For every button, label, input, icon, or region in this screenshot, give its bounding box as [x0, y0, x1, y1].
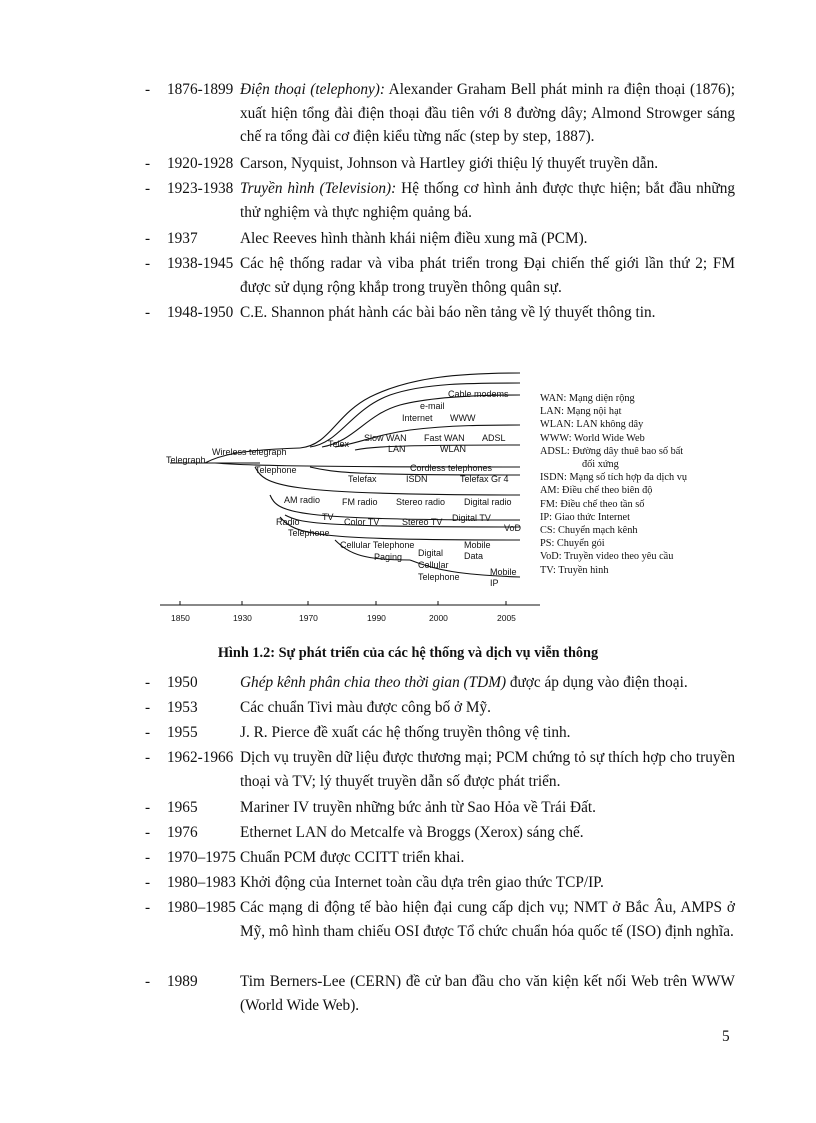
- entry-text: J. R. Pierce đề xuất các hệ thống truyền thông vệ tinh.: [240, 724, 571, 741]
- entry-year: 1980–1983: [167, 874, 236, 891]
- entry-text: Alec Reeves hình thành khái niệm điều xung mã (PCM).: [240, 230, 588, 247]
- entry-text: Carson, Nyquist, Johnson và Hartley giới thiệu lý thuyết truyền dẫn.: [240, 155, 659, 172]
- timeline-entry: - 1980–1985 Các mạng di động tế bào hiện đại cung cấp dịch vụ; NMT ở Bắc Âu, AMPS ở Mỹ, mô hình tham chiếu OSI được Tổ chức chuẩn hóa quốc tế (ISO) định nghĩa.: [145, 896, 735, 943]
- legend-item: WAN: Mạng diện rộng: [540, 393, 635, 404]
- entry-year: 1976: [167, 824, 198, 841]
- label-digital-radio: Digital radio: [464, 497, 512, 507]
- label-telephone-2: Telephone: [288, 528, 330, 538]
- timeline-entry: - 1920-1928 Carson, Nyquist, Johnson và Hartley giới thiệu lý thuyết truyền dẫn.: [145, 152, 735, 176]
- entry-text: Các hệ thống radar và viba phát triển trong Đại chiến thế giới lần thứ 2; FM được sử dụng rộng khắp trong truyền thông quân sự.: [240, 255, 735, 296]
- entry-text: Alexander Graham Bell phát minh ra điện thoại (1876); xuất hiện tổng đài điện thoại đầu tiên với 8 đường dây; Almond Strowger sáng chế ra tổng đài cơ điện kiểu từng nấc (step by step, 1887).: [240, 81, 735, 145]
- legend-item: ADSL: Đường dây thuê bao số bất: [540, 445, 684, 457]
- label-telefax-gr4: Telefax Gr 4: [460, 474, 509, 484]
- label-telefax: Telefax: [348, 474, 377, 484]
- timeline-entry: - 1948-1950 C.E. Shannon phát hành các bài báo nền tảng về lý thuyết thông tin.: [145, 301, 735, 325]
- legend-item: TV: Truyền hình: [540, 564, 609, 576]
- legend-item: WWW: World Wide Web: [540, 432, 645, 444]
- timeline-entry: - 1938-1945 Các hệ thống radar và viba phát triển trong Đại chiến thế giới lần thứ 2; FM được sử dụng rộng khắp trong truyền thông quân sự.: [145, 252, 735, 299]
- entry-text: Khởi động của Internet toàn cầu dựa trên giao thức TCP/IP.: [240, 874, 604, 891]
- label-digital-tv: Digital TV: [452, 513, 491, 523]
- label-internet: Internet: [402, 413, 433, 423]
- entry-text: Dịch vụ truyền dữ liệu được thương mại; PCM chứng tỏ sự thích hợp cho truyền thoại và TV; lý thuyết truyền dẫn số được phát triển.: [240, 749, 735, 790]
- entry-year: 1876-1899: [167, 81, 234, 98]
- label-stereo-radio: Stereo radio: [396, 497, 446, 507]
- timeline-entry: - 1970–1975 Chuẩn PCM được CCITT triển khai.: [145, 846, 735, 870]
- entry-year: 1962-1966: [167, 749, 234, 766]
- timeline-entry: - 1980–1983 Khởi động của Internet toàn cầu dựa trên giao thức TCP/IP.: [145, 871, 735, 895]
- label-data: Data: [464, 551, 484, 561]
- legend-item: CS: Chuyển mạch kênh: [540, 525, 638, 537]
- label-ip: IP: [490, 578, 499, 588]
- label-wireless-telegraph: Wireless telegraph: [212, 447, 287, 457]
- timeline-entry: - 1937 Alec Reeves hình thành khái niệm điều xung mã (PCM).: [145, 227, 735, 251]
- entry-year: 1989: [167, 973, 198, 990]
- timeline-entry: - 1965 Mariner IV truyền những bức ảnh từ Sao Hỏa về Trái Đất.: [145, 796, 735, 820]
- axis-year: 1850: [171, 613, 190, 623]
- figure-legend: [540, 392, 740, 577]
- label-slow-wan: Slow WAN: [364, 433, 407, 443]
- year-axis: [171, 601, 516, 623]
- entry-year: 1938-1945: [167, 255, 234, 272]
- label-cellular: Cellular: [418, 560, 449, 570]
- entry-italic: Điện thoại (telephony):: [240, 81, 385, 98]
- label-telephone: Telephone: [255, 465, 297, 475]
- axis-year: 1990: [367, 613, 386, 623]
- figure-caption: Hình 1.2: Sự phát triển của các hệ thống và dịch vụ viễn thông: [217, 645, 599, 661]
- legend-item: PS: Chuyển gói: [540, 538, 605, 550]
- legend-item: VoD: Truyền video theo yêu cầu: [540, 551, 674, 563]
- timeline-entry: - 1962-1966 Dịch vụ truyền dữ liệu được thương mại; PCM chứng tỏ sự thích hợp cho truyền thoại và TV; lý thuyết truyền dẫn số được phát triển.: [145, 746, 735, 793]
- legend-item: IP: Giao thức Internet: [540, 511, 630, 523]
- timeline-entry: - 1955 J. R. Pierce đề xuất các hệ thống truyền thông vệ tinh.: [145, 721, 735, 745]
- legend-item: LAN: Mạng nội hạt: [540, 406, 622, 418]
- label-cellular-telephone: Cellular Telephone: [340, 540, 415, 550]
- label-tv: TV: [322, 512, 334, 522]
- timeline-entry: - 1953 Các chuẩn Tivi màu được công bố ở Mỹ.: [145, 696, 735, 720]
- axis-year: 2005: [497, 613, 516, 623]
- entry-text: Hệ thống cơ hình ảnh được thực hiện; bắt đầu những thử nghiệm và thực nghiệm quảng bá.: [240, 180, 736, 221]
- label-stereo-tv: Stereo TV: [402, 517, 443, 527]
- label-telephone-3: Telephone: [418, 572, 460, 582]
- entry-text: C.E. Shannon phát hành các bài báo nền tảng về lý thuyết thông tin.: [240, 304, 656, 321]
- legend-item: WLAN: LAN không dây: [540, 419, 644, 431]
- timeline-entry: - 1923-1938 Truyền hình (Television): Hệ thống cơ hình ảnh được thực hiện; bắt đầu những thử nghiệm và thực nghiệm quảng bá.: [145, 177, 735, 224]
- entry-year: 1920-1928: [167, 155, 234, 172]
- entry-text: Các mạng di động tế bào hiện đại cung cấp dịch vụ; NMT ở Bắc Âu, AMPS ở Mỹ, mô hình tham chiếu OSI được Tổ chức chuẩn hóa quốc tế (ISO) định nghĩa.: [240, 899, 735, 940]
- evolution-curves: [160, 373, 540, 605]
- axis-year: 2000: [429, 613, 448, 623]
- label-wlan: WLAN: [440, 444, 467, 454]
- label-radio: Radio: [276, 517, 300, 527]
- legend-item: đối xứng: [582, 459, 619, 471]
- label-fm-radio: FM radio: [342, 497, 378, 507]
- label-www: WWW: [450, 413, 476, 423]
- label-color-tv: Color TV: [344, 517, 380, 527]
- legend-item: FM: Điều chế theo tần số: [540, 498, 645, 510]
- entry-year: 1980–1985: [167, 899, 236, 916]
- label-telegraph: Telegraph: [166, 455, 206, 465]
- label-telex: Telex: [328, 439, 350, 449]
- entry-year: 1970–1975: [167, 849, 236, 866]
- label-am-radio: AM radio: [284, 495, 321, 505]
- axis-year: 1970: [299, 613, 318, 623]
- label-mobile-2: Mobile: [490, 567, 517, 577]
- label-paging: Paging: [374, 552, 403, 562]
- page-number: 5: [722, 1028, 730, 1045]
- entry-year: 1950: [167, 674, 198, 691]
- entry-year: 1937: [167, 230, 198, 247]
- timeline-entry: - 1950 Ghép kênh phân chia theo thời gian (TDM) được áp dụng vào điện thoại.: [145, 671, 735, 695]
- label-cable-modems: Cable modems: [448, 389, 509, 399]
- legend-item: ISDN: Mạng số tích hợp đa dịch vụ: [540, 472, 688, 484]
- entry-italic: Ghép kênh phân chia theo thời gian (TDM): [240, 674, 507, 691]
- entry-year: 1923-1938: [167, 180, 234, 197]
- label-digital: Digital: [418, 548, 444, 558]
- label-isdn: ISDN: [406, 474, 428, 484]
- entry-year: 1955: [167, 724, 198, 741]
- timeline-entry: - 1876-1899 Điện thoại (telephony): Alexander Graham Bell phát minh ra điện thoại (1876); xuất hiện tổng đài điện thoại đầu tiên với 8 đường dây; Almond Strowger sáng chế ra tổng đài cơ điện kiểu từng nấc (step by step, 1887).: [145, 78, 735, 149]
- timeline-entry: - 1989 Tim Berners-Lee (CERN) đề cử ban đầu cho văn kiện kết nối Web trên WWW (World Wide Web).: [145, 970, 735, 1017]
- entry-italic: Truyền hình (Television):: [240, 180, 397, 197]
- entry-year: 1965: [167, 799, 198, 816]
- label-mobile: Mobile: [464, 540, 491, 550]
- timeline-entry: - 1976 Ethernet LAN do Metcalfe và Broggs (Xerox) sáng chế.: [145, 821, 735, 845]
- label-lan: LAN: [388, 444, 406, 454]
- diagram-labels: [166, 389, 522, 588]
- legend-item: AM: Điều chế theo biên độ: [540, 485, 653, 497]
- axis-year: 1930: [233, 613, 252, 623]
- entry-text: Tim Berners-Lee (CERN) đề cử ban đầu cho văn kiện kết nối Web trên WWW (World Wide Web).: [240, 973, 735, 1014]
- entry-text: Ethernet LAN do Metcalfe và Broggs (Xerox) sáng chế.: [240, 824, 584, 841]
- label-cordless: Cordless telephones: [410, 463, 493, 473]
- entry-text: Chuẩn PCM được CCITT triển khai.: [240, 849, 465, 866]
- entry-text: được áp dụng vào điện thoại.: [506, 674, 688, 691]
- label-fast-wan: Fast WAN: [424, 433, 465, 443]
- telecom-evolution-diagram: [160, 355, 540, 625]
- label-vod: VoD: [504, 523, 522, 533]
- entry-text: Mariner IV truyền những bức ảnh từ Sao Hỏa về Trái Đất.: [240, 799, 596, 816]
- entry-year: 1948-1950: [167, 304, 234, 321]
- label-adsl: ADSL: [482, 433, 506, 443]
- label-email: e-mail: [420, 401, 445, 411]
- entry-text: Các chuẩn Tivi màu được công bố ở Mỹ.: [240, 699, 491, 716]
- entry-year: 1953: [167, 699, 198, 716]
